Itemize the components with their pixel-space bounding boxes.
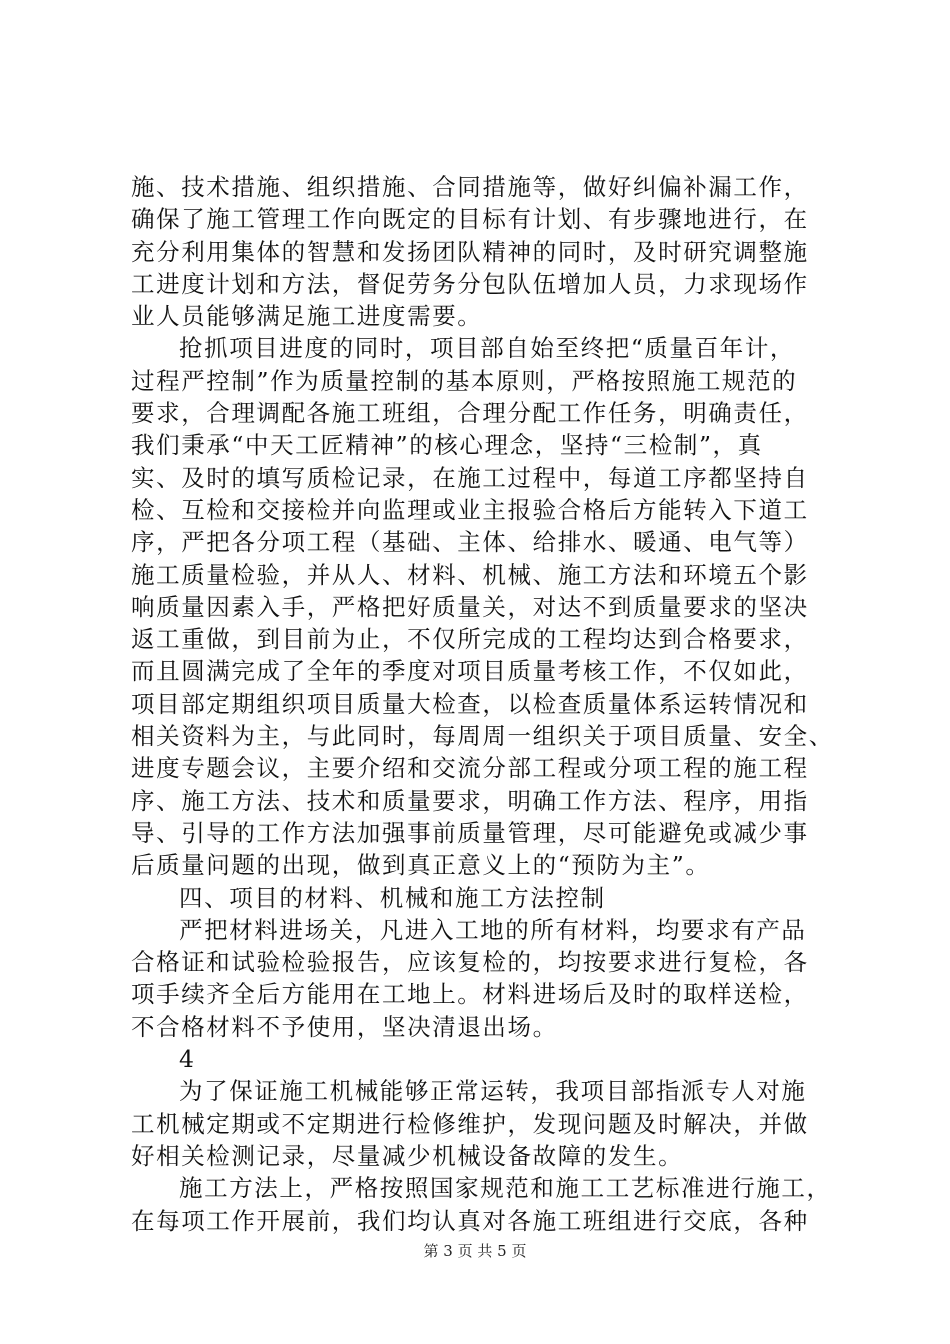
text-line: 施、技术措施、组织措施、合同措施等，做好纠偏补漏工作， xyxy=(131,173,809,201)
text-line: 实、及时的填写质检记录，在施工过程中，每道工序都坚持自 xyxy=(131,463,809,492)
text-line: 序、施工方法、技术和质量要求，明确工作方法、程序，用指 xyxy=(131,786,809,815)
text-line: 而且圆满完成了全年的季度对项目质量考核工作，不仅如此， xyxy=(131,657,809,686)
text-line: 进度专题会议，主要介绍和交流分部工程或分项工程的施工程 xyxy=(131,754,809,783)
text-line: 业人员能够满足施工进度需要。 xyxy=(131,302,483,331)
text-line: 项手续齐全后方能用在工地上。材料进场后及时的取样送检， xyxy=(131,980,809,1009)
text-line: 响质量因素入手，严格把好质量关，对达不到质量要求的坚决 xyxy=(131,592,809,621)
text-line: 要求，合理调配各施工班组，合理分配工作任务，明确责任， xyxy=(131,399,809,428)
text-line: 严把材料进场关，凡进入工地的所有材料，均要求有产品 xyxy=(179,915,807,944)
text-line: 不合格材料不予使用，坚决清退出场。 xyxy=(131,1012,558,1041)
text-line: 施工方法上，严格按照国家规范和施工工艺标准进行施工， xyxy=(179,1174,832,1203)
text-line: 后质量问题的出现，做到真正意义上的“预防为主”。 xyxy=(131,851,711,880)
text-line: 我们秉承“中天工匠精神”的核心理念，坚持“三检制”，真 xyxy=(131,431,763,460)
text-line: 为了保证施工机械能够正常运转，我项目部指派专人对施 xyxy=(179,1077,807,1106)
text-line: 施工质量检验，并从人、材料、机械、施工方法和环境五个影 xyxy=(131,560,809,589)
text-line: 在每项工作开展前，我们均认真对各施工班组进行交底，各种 xyxy=(131,1206,809,1235)
body-text xyxy=(131,171,853,1237)
text-line: 工进度计划和方法，督促劳务分包队伍增加人员，力求现场作 xyxy=(131,269,809,298)
section-heading: 四、项目的材料、机械和施工方法控制 xyxy=(179,883,606,912)
text-line: 抢抓项目进度的同时，项目部自始至终把“质量百年计， xyxy=(179,334,796,363)
page-footer: 第 3 页 共 5 页 xyxy=(423,1242,527,1260)
text-line: 相关资料为主，与此同时，每周周一组织关于项目质量、安全、 xyxy=(131,722,834,751)
text-line: 过程严控制”作为质量控制的基本原则，严格按照施工规范的 xyxy=(131,366,798,395)
text-line: 导、引导的工作方法加强事前质量管理，尽可能避免或减少事 xyxy=(131,818,809,847)
text-line: 检、互检和交接检并向监理或业主报验合格后方能转入下道工 xyxy=(131,495,809,524)
text-line: 充分利用集体的智慧和发扬团队精神的同时，及时研究调整施 xyxy=(131,237,809,266)
text-line: 序，严把各分项工程（基础、主体、给排水、暖通、电气等） xyxy=(131,528,809,557)
text-line: 合格证和试验检验报告，应该复检的，均按要求进行复检，各 xyxy=(131,948,809,977)
text-line: 确保了施工管理工作向既定的目标有计划、有步骤地进行，在 xyxy=(131,205,809,234)
text-line: 项目部定期组织项目质量大检查，以检查质量体系运转情况和 xyxy=(131,689,809,718)
text-line: 返工重做，到目前为止，不仅所完成的工程均达到合格要求， xyxy=(131,625,809,654)
text-line: 工机械定期或不定期进行检修维护，发现问题及时解决，并做 xyxy=(131,1109,809,1138)
page-number-marker: 4 xyxy=(179,1045,196,1074)
text-line: 好相关检测记录，尽量减少机械设备故障的发生。 xyxy=(131,1141,684,1170)
